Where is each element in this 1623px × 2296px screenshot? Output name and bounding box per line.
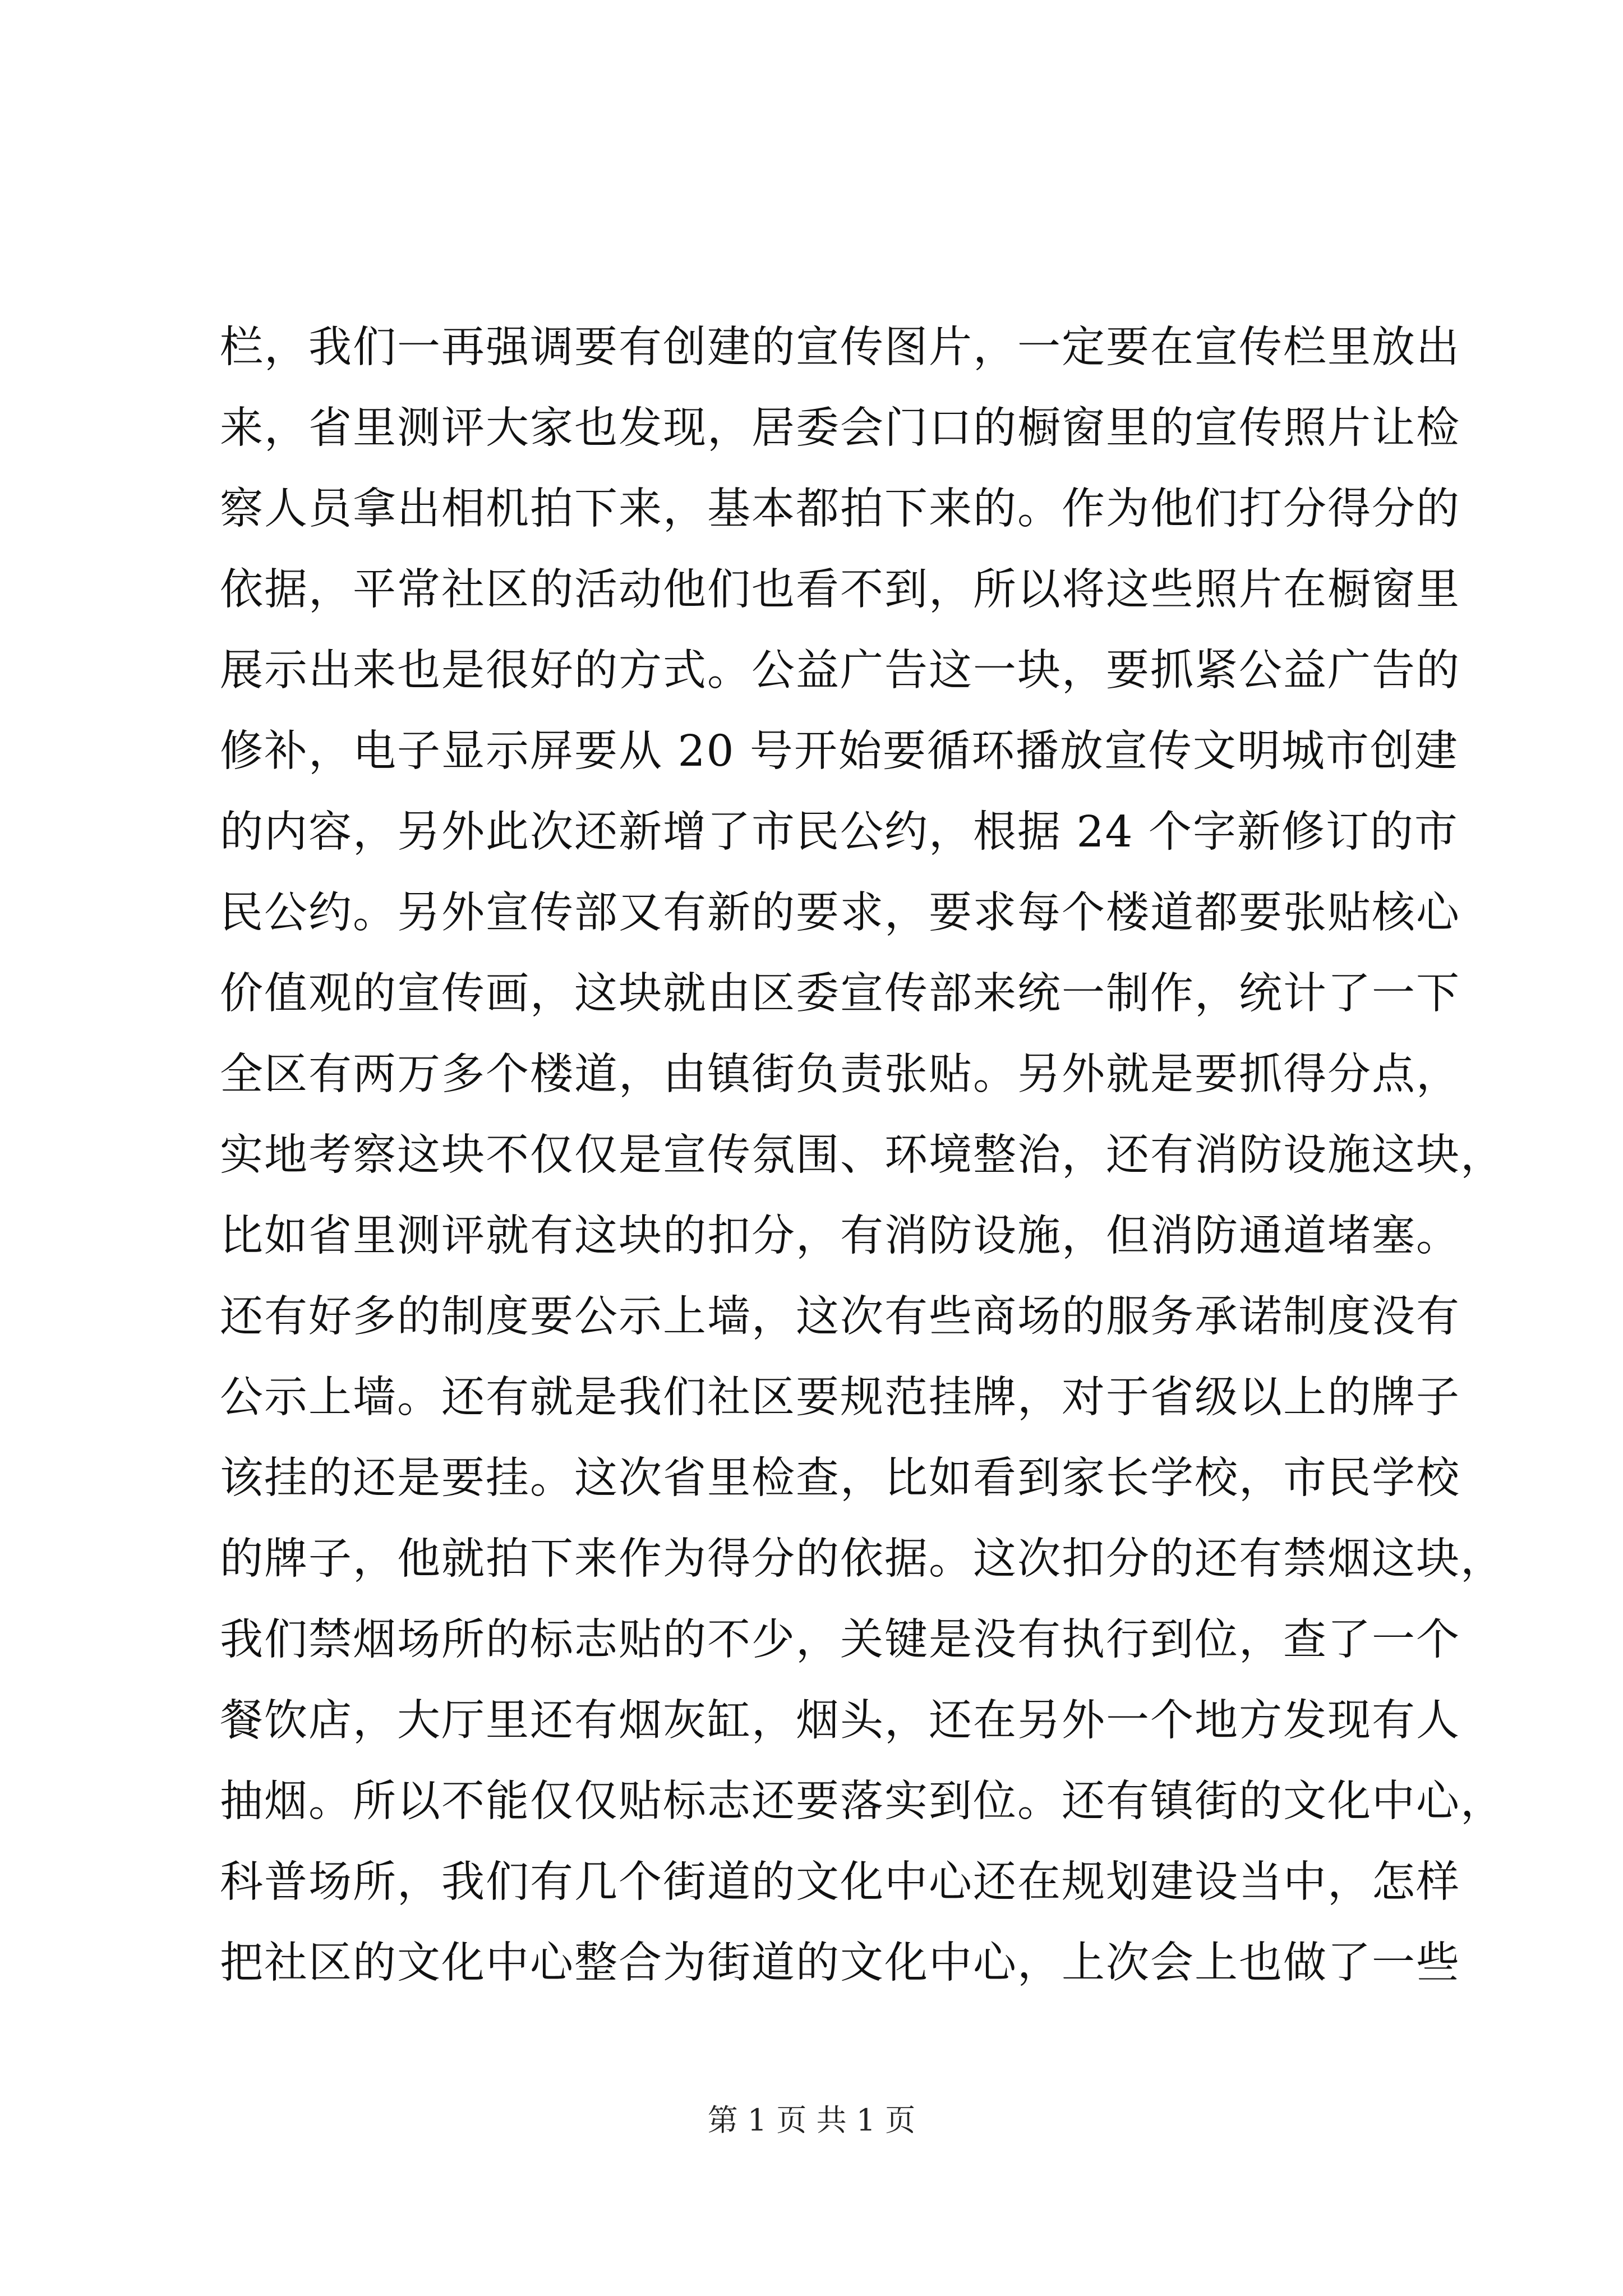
text-line: 抽烟。所以不能仅仅贴标志还要落实到位。还有镇街的文化中心， [220, 1777, 1505, 1826]
text-line: 还有好多的制度要公示上墙，这次有些商场的服务承诺制度没有 [220, 1292, 1460, 1342]
text-line: 展示出来也是很好的方式。公益广告这一块，要抓紧公益广告的 [220, 646, 1460, 696]
text-line: 来，省里测评大家也发现，居委会门口的橱窗里的宣传照片让检 [220, 403, 1460, 453]
text-line: 科普场所，我们有几个街道的文化中心还在规划建设当中，怎样 [220, 1857, 1460, 1907]
text-line: 把社区的文化中心整合为街道的文化中心，上次会上也做了一些 [220, 1938, 1460, 1988]
text-line: 民公约。另外宣传部又有新的要求，要求每个楼道都要张贴核心 [220, 888, 1460, 938]
text-line: 察人员拿出相机拍下来，基本都拍下来的。作为他们打分得分的 [220, 484, 1460, 534]
text-line: 栏，我们一再强调要有创建的宣传图片，一定要在宣传栏里放出 [220, 323, 1460, 372]
text-line: 实地考察这块不仅仅是宣传氛围、环境整治，还有消防设施这块， [220, 1130, 1505, 1180]
body-text [220, 307, 1505, 2004]
text-line: 餐饮店，大厅里还有烟灰缸，烟头，还在另外一个地方发现有人 [220, 1696, 1460, 1746]
text-line: 该挂的还是要挂。这次省里检查，比如看到家长学校，市民学校 [220, 1453, 1460, 1503]
text-line: 全区有两万多个楼道，由镇街负责张贴。另外就是要抓得分点， [220, 1050, 1460, 1099]
text-line: 依据，平常社区的活动他们也看不到，所以将这些照片在橱窗里 [220, 565, 1460, 615]
text-line: 修补，电子显示屏要从 20 号开始要循环播放宣传文明城市创建 [220, 726, 1459, 776]
text-line: 的牌子，他就拍下来作为得分的依据。这次扣分的还有禁烟这块， [220, 1534, 1505, 1584]
text-line: 比如省里测评就有这块的扣分，有消防设施，但消防通道堵塞。 [220, 1211, 1460, 1261]
text-line: 价值观的宣传画，这块就由区委宣传部来统一制作，统计了一下 [220, 969, 1460, 1019]
page-number-footer: 第 1 页 共 1 页 [707, 2102, 916, 2138]
text-line: 的内容，另外此次还新增了市民公约，根据 24 个字新修订的市 [220, 807, 1459, 857]
text-line: 我们禁烟场所的标志贴的不少，关键是没有执行到位，查了一个 [220, 1615, 1460, 1665]
text-line: 公示上墙。还有就是我们社区要规范挂牌，对于省级以上的牌子 [220, 1373, 1460, 1423]
